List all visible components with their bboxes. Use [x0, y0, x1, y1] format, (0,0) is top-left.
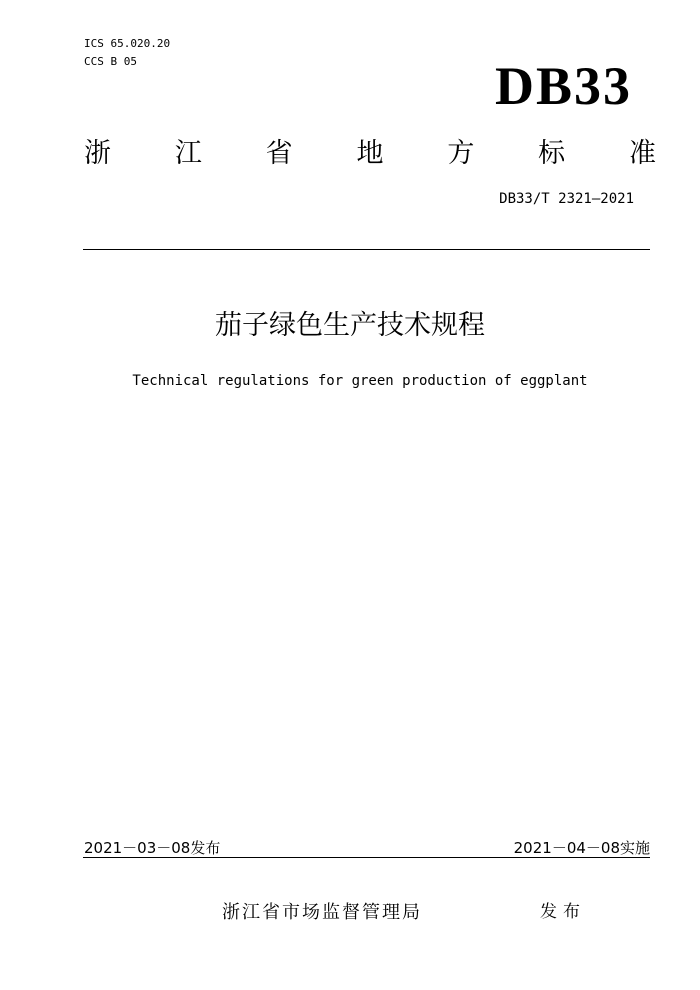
standard-type-char: 地: [356, 138, 384, 169]
document-title-en: Technical regulations for green production of eggplant: [132, 373, 588, 389]
standard-type-char: 准: [628, 138, 656, 169]
issue-date: 2021－03－08发布: [84, 839, 221, 857]
standard-type-char: 浙: [84, 138, 111, 169]
ics-code: ICS 65.020.20: [84, 37, 171, 50]
standard-type-char: 省: [265, 138, 293, 169]
standard-type-heading: [84, 136, 656, 172]
publish-label: 发布: [540, 902, 586, 922]
standard-type-char: 方: [447, 138, 475, 169]
implementation-date: 2021－04－08实施: [513, 839, 650, 857]
ccs-code: CCS B 05: [84, 55, 137, 68]
publisher-name: 浙江省市场监督管理局: [222, 902, 422, 923]
standard-type-char: 标: [538, 138, 566, 169]
standard-type-char: 江: [174, 138, 202, 169]
standard-number: DB33/T 2321—2021: [499, 191, 634, 207]
top-divider: [83, 249, 650, 250]
bottom-divider: [83, 857, 650, 858]
db-mark: DB33: [494, 56, 632, 116]
document-title-zh: 茄子绿色生产技术规程: [215, 310, 485, 341]
